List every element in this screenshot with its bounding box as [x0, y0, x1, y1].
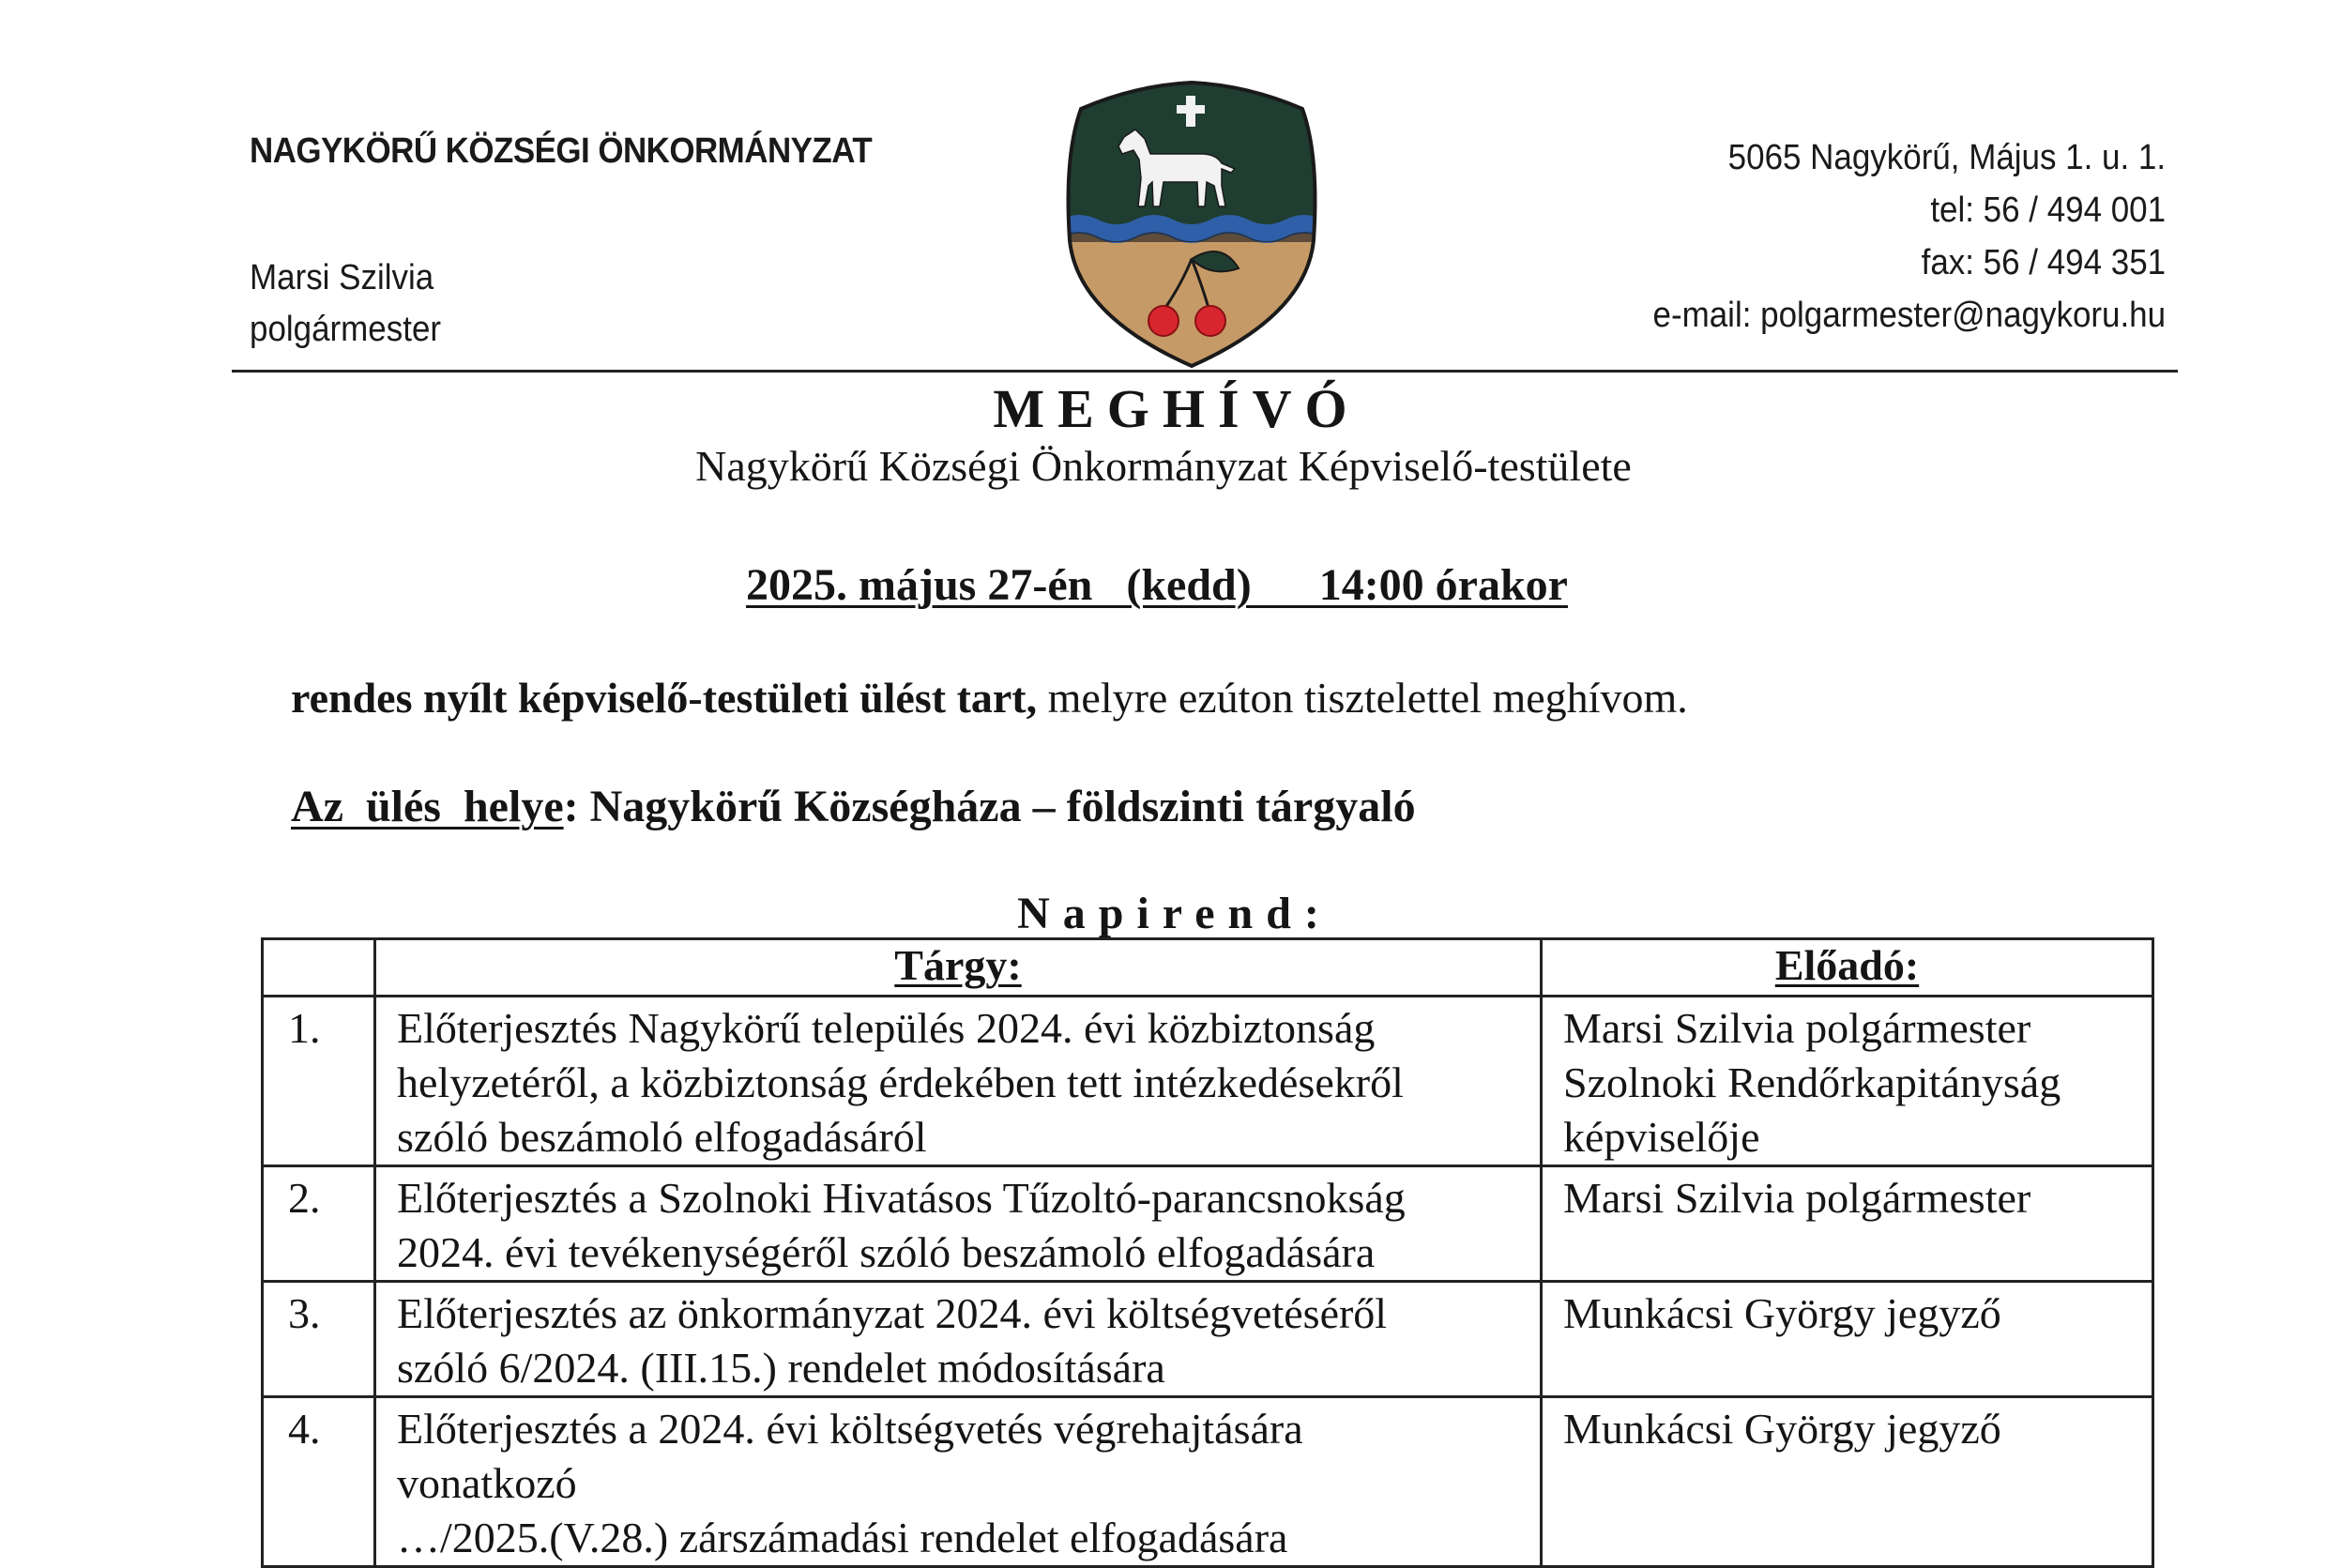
agenda-subject	[375, 997, 1542, 1166]
column-header-number	[263, 939, 375, 997]
agenda-number: 1.	[263, 997, 375, 1166]
agenda-presenter	[1542, 1166, 2153, 1282]
subject-line: vonatkozó	[397, 1459, 577, 1507]
address: 5065 Nagykörű, Május 1. u. 1.	[1727, 138, 2166, 177]
presenter-line: Munkácsi György jegyző	[1563, 1405, 2001, 1453]
phone: tel: 56 / 494 001	[1930, 190, 2166, 230]
agenda-header-row	[263, 939, 2153, 997]
subject-line: szóló 6/2024. (III.15.) rendelet módosítására	[397, 1344, 1165, 1392]
meeting-place	[291, 781, 1416, 832]
document-subtitle: Nagykörű Községi Önkormányzat Képviselő-testülete	[695, 442, 1632, 490]
table-row	[263, 1397, 2153, 1567]
agenda-subject	[375, 1282, 1542, 1397]
place-value: : Nagykörű Községháza – földszinti tárgyaló	[563, 782, 1416, 831]
header-divider	[232, 370, 2178, 373]
session-type: rendes nyílt képviselő-testületi ülést tart,	[291, 674, 1038, 722]
presenter-line: Marsi Szilvia polgármester	[1563, 1004, 2031, 1052]
agenda-presenter	[1542, 997, 2153, 1166]
mayor-name: Marsi Szilvia	[250, 258, 434, 297]
meeting-date: 2025. május 27-én (kedd) 14:00 órakor	[746, 560, 1568, 610]
agenda-number: 3.	[263, 1282, 375, 1397]
subject-line: Előterjesztés a 2024. évi költségvetés végrehajtására	[397, 1405, 1303, 1453]
organization-name: NAGYKÖRŰ KÖZSÉGI ÖNKORMÁNYZAT	[250, 131, 873, 171]
agenda-presenter	[1542, 1282, 2153, 1397]
subject-line: helyzetéről, a közbiztonság érdekében tett intézkedésekről	[397, 1058, 1404, 1106]
agenda-subject	[375, 1397, 1542, 1567]
contact-block	[1652, 131, 2166, 342]
table-row	[263, 1282, 2153, 1397]
table-row	[263, 1166, 2153, 1282]
email[interactable]: e-mail: polgarmester@nagykoru.hu	[1652, 296, 2166, 335]
column-header-subject: Tárgy:	[375, 939, 1542, 997]
subject-line: Előterjesztés a Szolnoki Hivatásos Tűzoltó-parancsnokság	[397, 1174, 1406, 1222]
subject-line: …/2025.(V.28.) zárszámadási rendelet elfogadására	[397, 1514, 1288, 1561]
session-invitation-text: melyre ezúton tisztelettel meghívom.	[1037, 674, 1688, 722]
mayor-title: polgármester	[250, 310, 442, 349]
presenter-line: Szolnoki Rendőrkapitányság	[1563, 1058, 2061, 1106]
presenter-line: Munkácsi György jegyző	[1563, 1289, 2001, 1337]
agenda-title: Napirend:	[1017, 889, 1332, 938]
presenter-line: Marsi Szilvia polgármester	[1563, 1174, 2031, 1222]
session-description	[291, 673, 1688, 723]
subject-line: Előterjesztés az önkormányzat 2024. évi költségvetéséről	[397, 1289, 1388, 1337]
table-row	[263, 997, 2153, 1166]
agenda-number: 2.	[263, 1166, 375, 1282]
agenda-subject	[375, 1166, 1542, 1282]
agenda-table	[261, 937, 2154, 1568]
document-title: MEGHÍVÓ	[993, 378, 1361, 439]
agenda-presenter	[1542, 1397, 2153, 1567]
fax: fax: 56 / 494 351	[1921, 243, 2166, 282]
presenter-line: képviselője	[1563, 1113, 1760, 1161]
coat-of-arms-icon	[1060, 81, 1323, 368]
agenda-number: 4.	[263, 1397, 375, 1567]
column-header-presenter: Előadó:	[1542, 939, 2153, 997]
subject-line: szóló beszámoló elfogadásáról	[397, 1113, 927, 1161]
subject-line: Előterjesztés Nagykörű település 2024. évi közbiztonság	[397, 1004, 1376, 1052]
subject-line: 2024. évi tevékenységéről szóló beszámoló elfogadására	[397, 1228, 1376, 1276]
place-label: Az ülés helye	[291, 782, 564, 831]
